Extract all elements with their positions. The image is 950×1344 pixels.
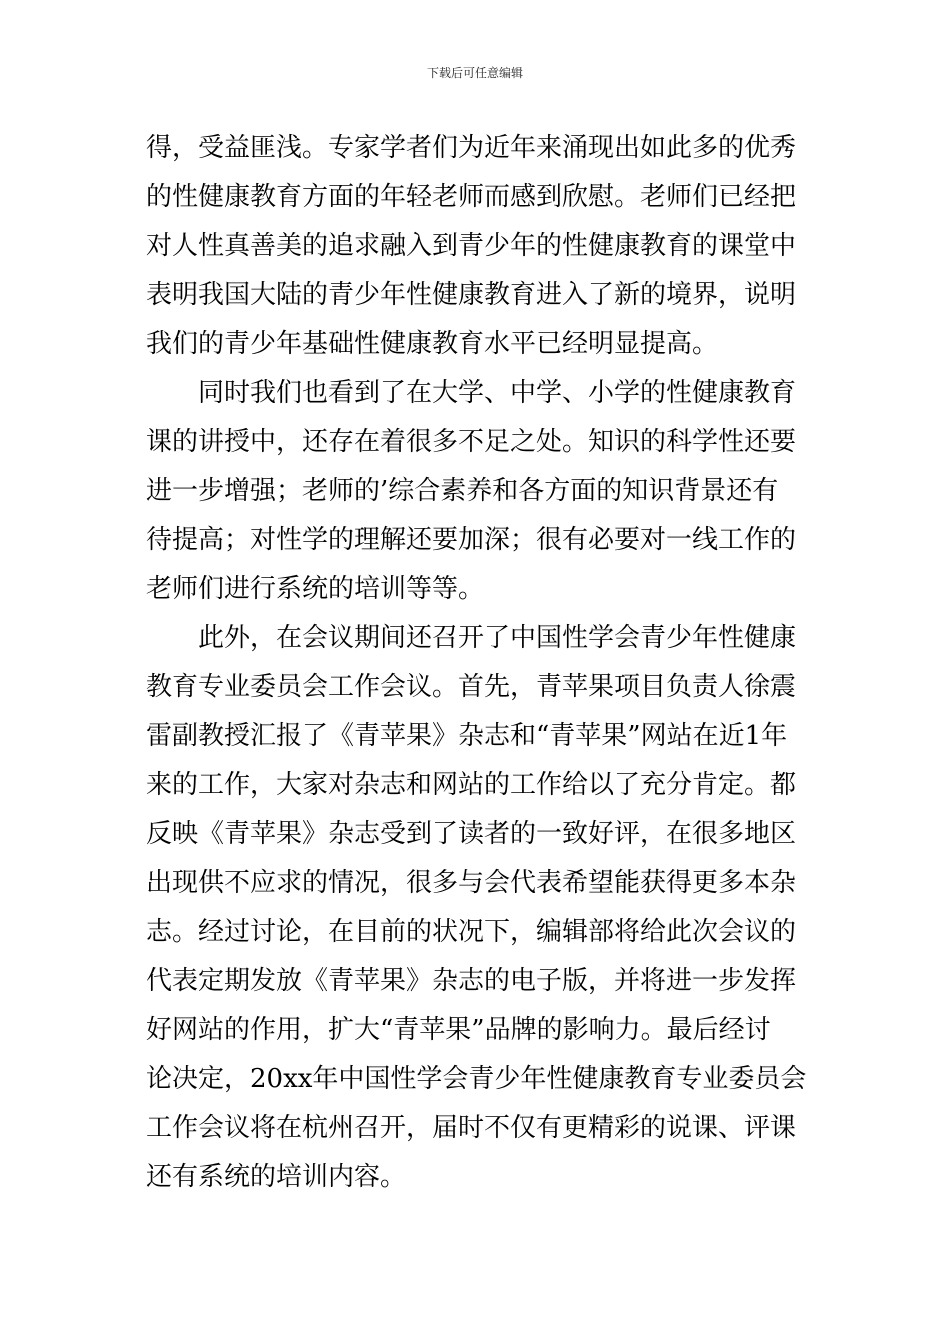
text-line: 对人性真善美的追求融入到青少年的性健康教育的课堂中 bbox=[146, 231, 797, 261]
text-line: 代表定期发放《青苹果》杂志的电子版，并将进一步发挥 bbox=[146, 966, 797, 996]
text-line: 好网站的作用，扩大“青苹果”品牌的影响力。最后经讨 bbox=[146, 1015, 771, 1045]
text-line: 工作会议将在杭州召开，届时不仅有更精彩的说课、评课 bbox=[146, 1113, 797, 1143]
text-line: 课的讲授中，还存在着很多不足之处。知识的科学性还要 bbox=[146, 427, 797, 457]
text-line: 表明我国大陆的青少年性健康教育进入了新的境界，说明 bbox=[146, 280, 797, 310]
text-line: 还有系统的培训内容。 bbox=[146, 1162, 407, 1192]
text-line: 此外，在会议期间还召开了中国性学会青少年性健康 bbox=[198, 623, 797, 653]
text-line: 同时我们也看到了在大学、中学、小学的性健康教育 bbox=[198, 378, 797, 408]
text-line: 进一步增强；老师的’综合素养和各方面的知识背景还有 bbox=[146, 476, 779, 506]
text-line: 得，受益匪浅。专家学者们为近年来涌现出如此多的优秀 bbox=[146, 133, 797, 163]
text-line: 来的工作，大家对杂志和网站的工作给以了充分肯定。都 bbox=[146, 770, 797, 800]
document-body bbox=[146, 124, 808, 1202]
text-line: 的性健康教育方面的年轻老师而感到欣慰。老师们已经把 bbox=[146, 182, 797, 212]
text-line: 老师们进行系统的培训等等。 bbox=[146, 574, 485, 604]
paragraph-1 bbox=[146, 124, 808, 369]
text-line: 教育专业委员会工作会议。首先，青苹果项目负责人徐震 bbox=[146, 672, 797, 702]
paragraph-3 bbox=[146, 614, 808, 1202]
text-line: 待提高；对性学的理解还要加深；很有必要对一线工作的 bbox=[146, 525, 797, 555]
text-line: 反映《青苹果》杂志受到了读者的一致好评，在很多地区 bbox=[146, 819, 797, 849]
text-line: 我们的青少年基础性健康教育水平已经明显提高。 bbox=[146, 329, 719, 359]
text-line: 志。经过讨论，在目前的状况下，编辑部将给此次会议的 bbox=[146, 917, 797, 947]
page-header: 下载后可任意编辑 bbox=[426, 66, 523, 80]
paragraph-2 bbox=[146, 369, 808, 614]
text-line: 出现供不应求的情况，很多与会代表希望能获得更多本杂 bbox=[146, 868, 797, 898]
text-line: 雷副教授汇报了《青苹果》杂志和“青苹果”网站在近1年 bbox=[146, 721, 788, 751]
text-line: 论决定，20xx年中国性学会青少年性健康教育专业委员会 bbox=[146, 1064, 807, 1094]
